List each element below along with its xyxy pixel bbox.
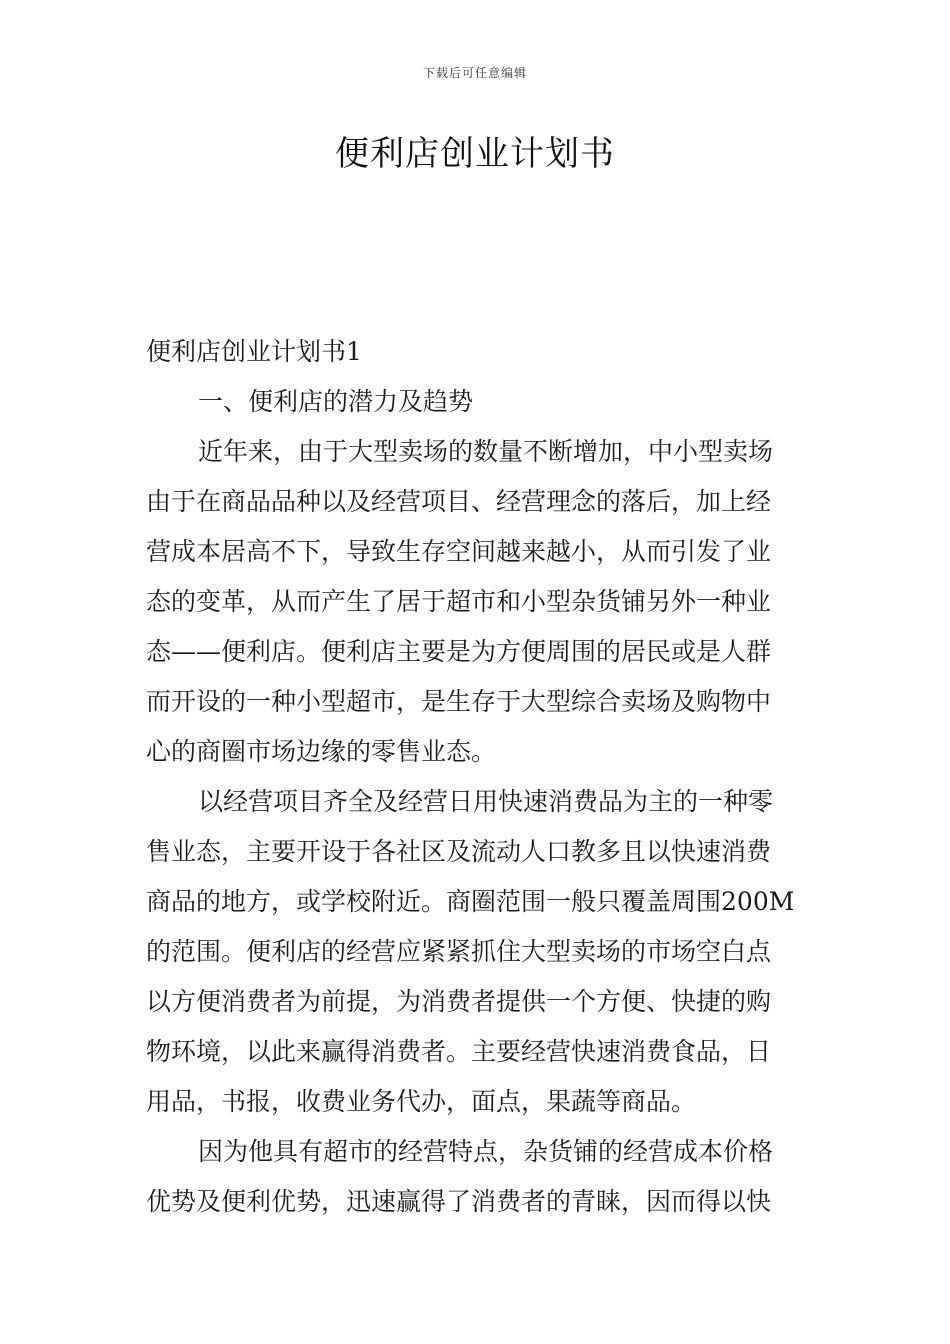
paragraph xyxy=(146,777,808,1127)
paragraph-line: 用品，书报，收费业务代办，面点，果蔬等商品。 xyxy=(146,1087,697,1116)
paragraph-line: 近年来，由于大型卖场的数量不断增加，中小型卖场 xyxy=(198,437,774,466)
paragraph-line: 因为他具有超市的经营特点，杂货铺的经营成本价格 xyxy=(198,1137,774,1166)
paragraph-heading xyxy=(146,377,808,427)
paragraph-line: 物环境，以此来赢得消费者。主要经营快速消费食品，日 xyxy=(146,1037,772,1066)
paragraph-line: 的范围。便利店的经营应紧紧抓住大型卖场的市场空白点 xyxy=(146,937,772,966)
paragraph-line: 态——便利店。便利店主要是为方便周围的居民或是人群 xyxy=(146,637,772,666)
paragraph xyxy=(146,427,808,777)
paragraph-line: 优势及便利优势，迅速赢得了消费者的青睐，因而得以快 xyxy=(146,1187,772,1216)
paragraph-line: 由于在商品品种以及经营项目、经营理念的落后，加上经 xyxy=(146,487,772,516)
paragraph-line: 售业态，主要开设于各社区及流动人口教多且以快速消费 xyxy=(146,837,772,866)
header-note: 下载后可任意编辑 xyxy=(422,66,527,80)
paragraph-line: 心的商圈市场边缘的零售业态。 xyxy=(146,737,497,766)
paragraph-line: 以经营项目齐全及经营日用快速消费品为主的一种零 xyxy=(198,787,774,816)
document-body xyxy=(146,327,808,1227)
paragraph-line: 商品的地方，或学校附近。商圈范围一般只覆盖周围200M xyxy=(146,887,795,916)
section-title: 便利店创业计划书1 xyxy=(146,337,362,366)
paragraph xyxy=(146,1127,808,1227)
paragraph-line: 而开设的一种小型超市，是生存于大型综合卖场及购物中 xyxy=(146,687,772,716)
paragraph-line: 态的变革，从而产生了居于超市和小型杂货铺另外一种业 xyxy=(146,587,772,616)
document-title: 便利店创业计划书 xyxy=(335,134,615,174)
paragraph-line: 营成本居高不下，导致生存空间越来越小，从而引发了业 xyxy=(146,537,772,566)
paragraph-line: 以方便消费者为前提，为消费者提供一个方便、快捷的购 xyxy=(146,987,772,1016)
paragraph-line: 一、便利店的潜力及趋势 xyxy=(198,387,474,416)
